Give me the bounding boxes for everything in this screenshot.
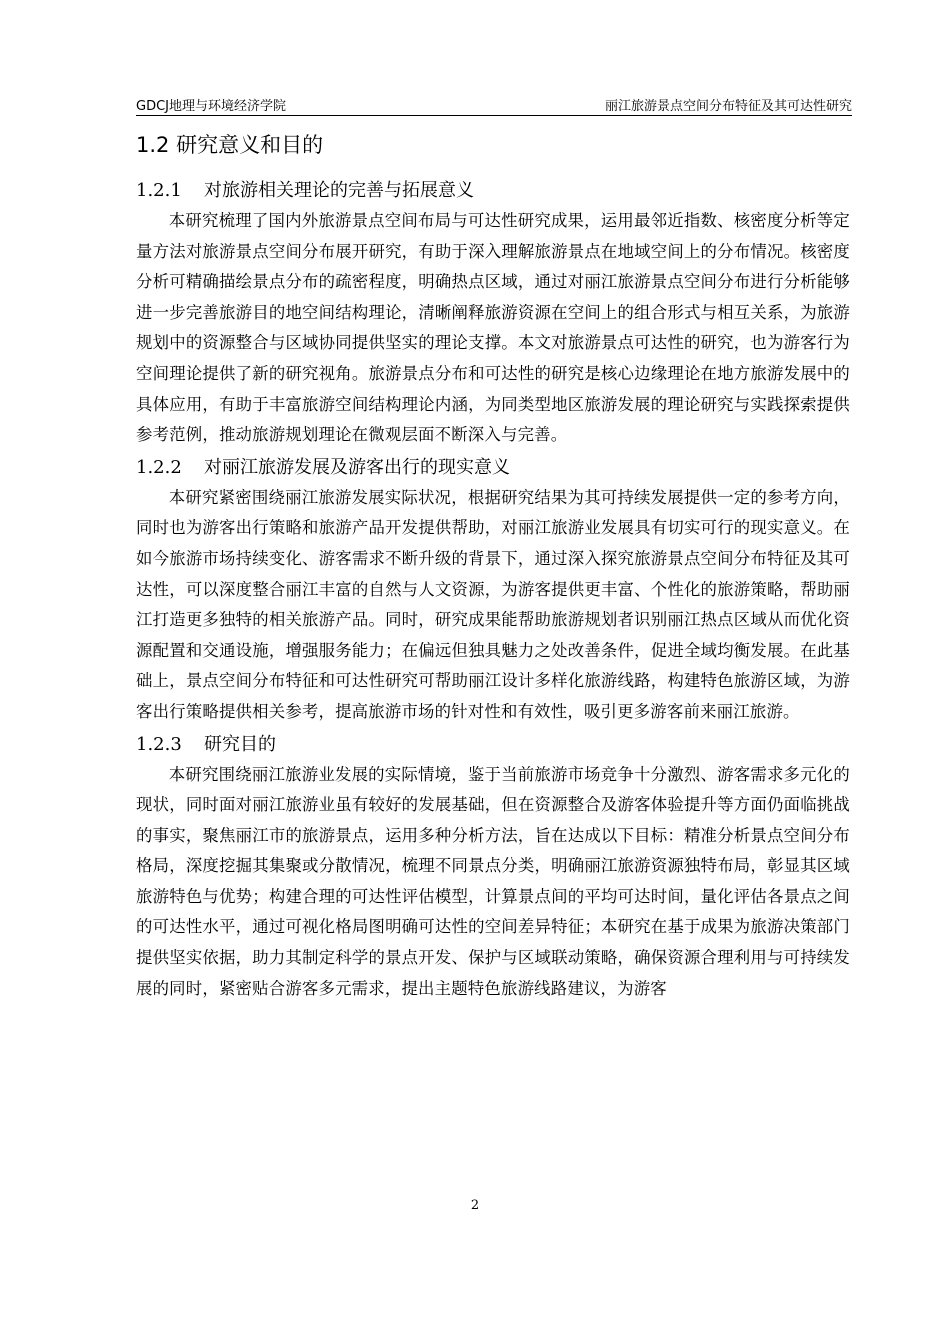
header-school-name: GDCJ地理与环境经济学院 <box>136 99 286 114</box>
page-number: 2 <box>470 1198 480 1213</box>
body-paragraph-1: 本研究梳理了国内外旅游景点空间布局与可达性研究成果，运用最邻近指数、核密度分析等定量方法对旅游景点空间分布展开研究，有助于深入理解旅游景点在地域空间上的分布情况。核密度分析可精确描绘景点分布的疏密程度，明确热点区域，通过对丽江旅游景点空间分布进行分析能够进一步完善旅游目的地空间结构理论，清晰阐释旅游资源在空间上的组合形式与相互关系，为旅游规划中的资源整合与区域协同提供坚实的理论支撑。本文对旅游景点可达性的研究，也为游客行为空间理论提供了新的研究视角。旅游景点分布和可达性的研究是核心边缘理论在地方旅游发展中的具体应用，有助于丰富旅游空间结构理论内涵，为同类型地区旅游发展的理论研究与实践探索提供参考范例，推动旅游规划理论在微观层面不断深入与完善。 <box>136 211 850 445</box>
body-paragraph-3: 本研究围绕丽江旅游业发展的实际情境，鉴于当前旅游市场竞争十分激烈、游客需求多元化的现状，同时面对丽江旅游业虽有较好的发展基础，但在资源整合及游客体验提升等方面仍面临挑战的事实，聚焦丽江市的旅游景点，运用多种分析方法，旨在达成以下目标：精准分析景点空间分布格局，深度挖掘其集聚或分散情况，梳理不同景点分类，明确丽江旅游资源独特布局，彰显其区域旅游特色与优势；构建合理的可达性评估模型，计算景点间的平均可达时间，量化评估各景点之间的可达性水平，通过可视化格局图明确可达性的空间差异特征；本研究在基于成果为旅游决策部门提供坚实依据，助力其制定科学的景点开发、保护与区域联动策略，确保资源合理利用与可持续发展的同时，紧密贴合游客多元需求，提出主题特色旅游线路建议，为游客 <box>136 764 850 998</box>
body-paragraph-2: 本研究紧密围绕丽江旅游发展实际状况，根据研究结果为其可持续发展提供一定的参考方向，同时也为游客出行策略和旅游产品开发提供帮助，对丽江旅游业发展具有切实可行的现实意义。在如今旅游市场持续变化、游客需求不断升级的背景下，通过深入探究旅游景点空间分布特征及其可达性，可以深度整合丽江丰富的自然与人文资源，为游客提供更丰富、个性化的旅游策略，帮助丽江打造更多独特的相关旅游产品。同时，研究成果能帮助旅游规划者识别丽江热点区域从而优化资源配置和交通设施，增强服务能力；在偏远但独具魅力之处改善条件，促进全域均衡发展。在此基础上，景点空间分布特征和可达性研究可帮助丽江设计多样化旅游线路，构建特色旅游区域，为游客出行策略提供相关参考，提高旅游市场的针对性和有效性，吸引更多游客前来丽江旅游。 <box>136 487 850 721</box>
subsection-title: 对旅游相关理论的完善与拓展意义 <box>204 180 474 201</box>
subsection-heading-2 <box>136 453 850 483</box>
running-header <box>136 93 852 116</box>
subsection-number: 1.2.2 <box>136 456 182 478</box>
section-heading: 1.2 研究意义和目的 <box>136 133 324 157</box>
subsection-number: 1.2.3 <box>136 733 182 755</box>
subsection-number: 1.2.1 <box>136 180 182 201</box>
subsection-heading-1 <box>136 176 850 206</box>
subsection-title: 对丽江旅游发展及游客出行的现实意义 <box>204 456 510 478</box>
subsection-heading-3 <box>136 730 850 760</box>
header-thesis-title: 丽江旅游景点空间分布特征及其可达性研究 <box>604 99 852 114</box>
page-content <box>136 126 850 1006</box>
subsection-title: 研究目的 <box>204 733 276 755</box>
